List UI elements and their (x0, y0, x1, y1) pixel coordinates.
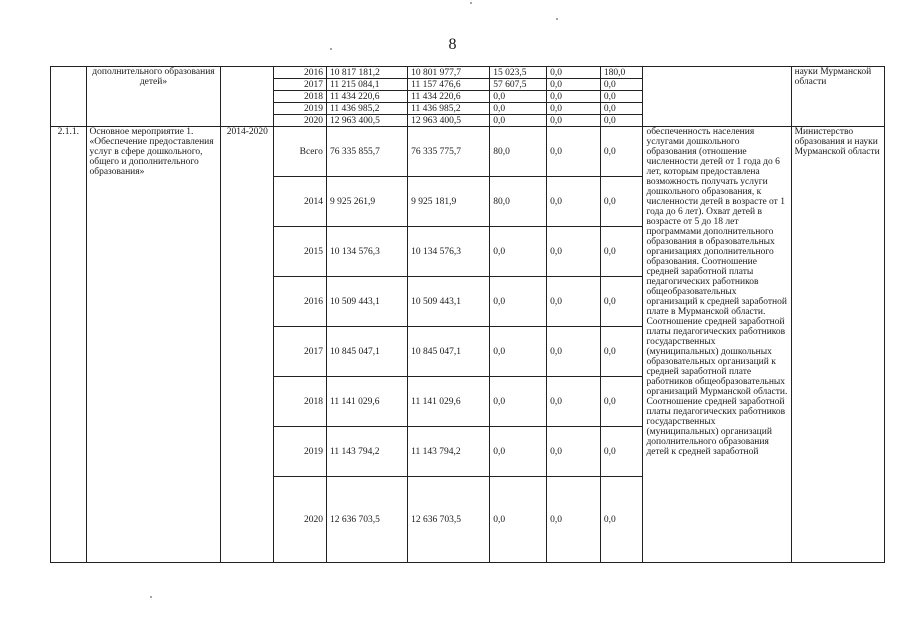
other-cell: 0,0 (600, 377, 643, 427)
scan-speck (556, 18, 558, 20)
year-cell: 2017 (274, 79, 327, 91)
other-cell: 0,0 (600, 427, 643, 477)
local-cell: 0,0 (547, 103, 601, 115)
year-cell: 2020 (274, 477, 327, 563)
indicator-cell (643, 67, 791, 127)
period-cell (221, 67, 274, 127)
other-cell: 180,0 (600, 67, 643, 79)
federal-cell: 57 607,5 (490, 79, 547, 91)
total-cell: 9 925 261,9 (326, 177, 407, 227)
federal-cell: 15 023,5 (490, 67, 547, 79)
other-cell: 0,0 (600, 91, 643, 103)
year-cell: 2015 (274, 227, 327, 277)
federal-cell: 0,0 (490, 227, 547, 277)
year-cell: 2018 (274, 377, 327, 427)
year-cell: 2016 (274, 277, 327, 327)
regional-cell: 10 845 047,1 (408, 327, 490, 377)
budget-table (50, 66, 885, 563)
regional-cell: 10 801 977,7 (408, 67, 490, 79)
total-cell: 10 509 443,1 (326, 277, 407, 327)
local-cell: 0,0 (547, 227, 601, 277)
page-number: 8 (448, 36, 457, 53)
regional-cell: 12 636 703,5 (408, 477, 490, 563)
year-cell: 2017 (274, 327, 327, 377)
other-cell: 0,0 (600, 477, 643, 563)
local-cell: 0,0 (547, 79, 601, 91)
federal-cell: 0,0 (490, 377, 547, 427)
other-cell: 0,0 (600, 277, 643, 327)
federal-cell: 0,0 (490, 115, 547, 127)
local-cell: 0,0 (547, 327, 601, 377)
other-cell: 0,0 (600, 115, 643, 127)
federal-cell: 0,0 (490, 477, 547, 563)
local-cell: 0,0 (547, 177, 601, 227)
local-cell: 0,0 (547, 67, 601, 79)
local-cell: 0,0 (547, 477, 601, 563)
local-cell: 0,0 (547, 115, 601, 127)
regional-cell: 10 509 443,1 (408, 277, 490, 327)
regional-cell: 9 925 181,9 (408, 177, 490, 227)
total-cell: 12 963 400,5 (326, 115, 407, 127)
other-cell: 0,0 (600, 127, 643, 177)
federal-cell: 80,0 (490, 177, 547, 227)
regional-cell: 11 436 985,2 (408, 103, 490, 115)
regional-cell: 12 963 400,5 (408, 115, 490, 127)
total-cell: 10 134 576,3 (326, 227, 407, 277)
other-cell: 0,0 (600, 177, 643, 227)
total-cell: 12 636 703,5 (326, 477, 407, 563)
local-cell: 0,0 (547, 427, 601, 477)
scan-speck (150, 596, 152, 598)
year-cell: 2020 (274, 115, 327, 127)
total-cell: 11 141 029,6 (326, 377, 407, 427)
total-cell: 11 215 084,1 (326, 79, 407, 91)
year-cell: 2016 (274, 67, 327, 79)
other-cell: 0,0 (600, 103, 643, 115)
federal-cell: 0,0 (490, 327, 547, 377)
year-cell: 2019 (274, 427, 327, 477)
total-cell: 11 143 794,2 (326, 427, 407, 477)
year-cell: 2019 (274, 103, 327, 115)
year-cell: 2018 (274, 91, 327, 103)
other-cell: 0,0 (600, 79, 643, 91)
total-cell: 10 845 047,1 (326, 327, 407, 377)
regional-cell: 11 434 220,6 (408, 91, 490, 103)
total-cell: 11 434 220,6 (326, 91, 407, 103)
federal-cell: 80,0 (490, 127, 547, 177)
total-cell: 10 817 181,2 (326, 67, 407, 79)
total-cell: 11 436 985,2 (326, 103, 407, 115)
scan-speck (470, 2, 472, 4)
event-name-cell: дополнительного образования детей» (86, 67, 221, 127)
local-cell: 0,0 (547, 277, 601, 327)
code-cell: 2.1.1. (51, 127, 87, 563)
local-cell: 0,0 (547, 91, 601, 103)
other-cell: 0,0 (600, 227, 643, 277)
regional-cell: 11 141 029,6 (408, 377, 490, 427)
other-cell: 0,0 (600, 327, 643, 377)
responsible-cell: науки Мурманской области (791, 67, 884, 127)
local-cell: 0,0 (547, 127, 601, 177)
regional-cell: 11 143 794,2 (408, 427, 490, 477)
indicator-cell: обеспеченность населения услугами дошкольного образования (отношение численности детей от 1 года до 6 лет, которым предоставлена возможность получать услуги дошкольного образования, к численности детей в возрасте от 1 года до 6 лет). Охват детей в возрасте от 5 до 18 лет программами дополнительного образования в образовательных организациях дополнительного образования. Соотношение средней заработной платы педагогических работников общеобразовательных организаций к средней заработной плате в Мурманской области. Соотношение средней заработной платы педагогических работников государственных (муниципальных) дошкольных образовательных организаций к средней заработной плате работников общеобразовательных организаций Мурманской области. Соотношение средней заработной платы педагогических работников государственных (муниципальных) организаций дополнительного образования детей к средней заработной (643, 127, 791, 563)
federal-cell: 0,0 (490, 427, 547, 477)
period-cell: 2014-2020 (221, 127, 274, 563)
table-row (51, 127, 885, 177)
table-row (51, 67, 885, 79)
year-cell: 2014 (274, 177, 327, 227)
federal-cell: 0,0 (490, 91, 547, 103)
regional-cell: 76 335 775,7 (408, 127, 490, 177)
code-cell (51, 67, 87, 127)
regional-cell: 11 157 476,6 (408, 79, 490, 91)
local-cell: 0,0 (547, 377, 601, 427)
event-name-cell: Основное мероприятие 1. «Обеспечение предоставления услуг в сфере дошкольного, общего и дополнительного образования» (86, 127, 221, 563)
federal-cell: 0,0 (490, 103, 547, 115)
scan-speck (330, 48, 332, 50)
regional-cell: 10 134 576,3 (408, 227, 490, 277)
federal-cell: 0,0 (490, 277, 547, 327)
year-cell: Всего (274, 127, 327, 177)
total-cell: 76 335 855,7 (326, 127, 407, 177)
responsible-cell: Министерство образования и науки Мурманской области (791, 127, 884, 563)
